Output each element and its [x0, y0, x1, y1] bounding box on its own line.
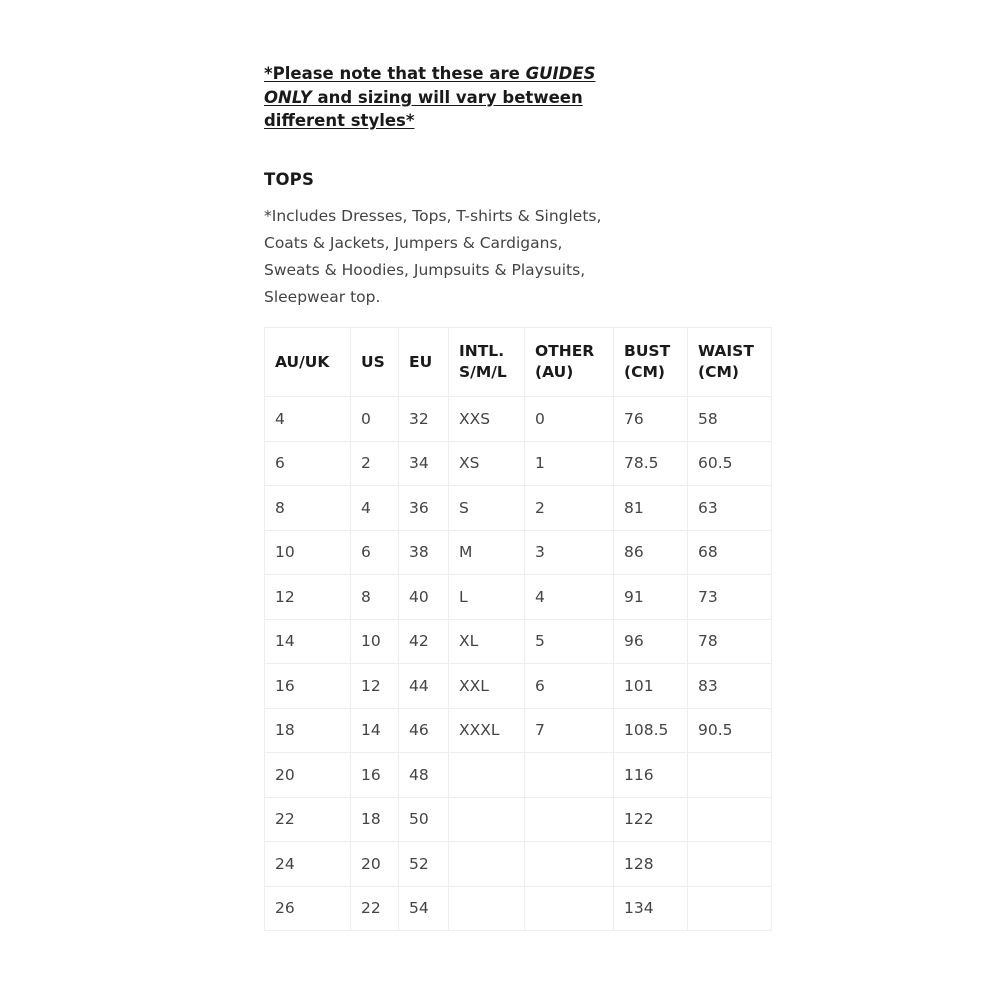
column-header-waist — [688, 328, 772, 397]
cell-eu: 46 — [399, 708, 449, 753]
cell-bust: 122 — [614, 797, 688, 842]
table-row — [265, 708, 772, 753]
header-label: EU — [409, 352, 433, 371]
header-label: OTHER — [535, 342, 595, 360]
column-header-eu — [399, 328, 449, 397]
cell-us: 2 — [351, 441, 399, 486]
table-row — [265, 441, 772, 486]
cell-intl: XL — [449, 619, 525, 664]
cell-au-uk: 16 — [265, 664, 351, 709]
table-row — [265, 397, 772, 442]
cell-bust: 128 — [614, 842, 688, 887]
cell-us: 8 — [351, 575, 399, 620]
cell-us: 0 — [351, 397, 399, 442]
cell-us: 10 — [351, 619, 399, 664]
cell-other-au: 3 — [525, 530, 614, 575]
column-header-other-au — [525, 328, 614, 397]
cell-intl: XXL — [449, 664, 525, 709]
header-label: (CM) — [624, 363, 665, 381]
cell-us: 16 — [351, 753, 399, 798]
table-row — [265, 486, 772, 531]
cell-waist: 73 — [688, 575, 772, 620]
cell-au-uk: 18 — [265, 708, 351, 753]
sizing-disclaimer — [264, 62, 624, 133]
header-label: (CM) — [698, 363, 739, 381]
cell-bust: 76 — [614, 397, 688, 442]
column-header-au-uk — [265, 328, 351, 397]
cell-other-au: 1 — [525, 441, 614, 486]
cell-other-au — [525, 842, 614, 887]
cell-us: 20 — [351, 842, 399, 887]
cell-waist — [688, 886, 772, 931]
cell-waist: 83 — [688, 664, 772, 709]
cell-eu: 34 — [399, 441, 449, 486]
table-row — [265, 575, 772, 620]
table-row — [265, 842, 772, 887]
cell-other-au: 6 — [525, 664, 614, 709]
cell-intl: L — [449, 575, 525, 620]
cell-waist — [688, 842, 772, 887]
includes-line: Sweats & Hoodies, Jumpsuits & Playsuits, — [264, 261, 586, 279]
cell-other-au — [525, 797, 614, 842]
disclaimer-emphasis: GUIDES ONLY — [264, 64, 596, 107]
cell-other-au: 7 — [525, 708, 614, 753]
cell-eu: 40 — [399, 575, 449, 620]
header-label: WAIST — [698, 342, 754, 360]
cell-other-au — [525, 753, 614, 798]
cell-intl: XXXL — [449, 708, 525, 753]
cell-eu: 48 — [399, 753, 449, 798]
includes-line: Sleepwear top. — [264, 288, 381, 306]
table-body — [265, 397, 772, 931]
cell-us: 18 — [351, 797, 399, 842]
cell-eu: 42 — [399, 619, 449, 664]
header-label: US — [361, 352, 385, 371]
cell-au-uk: 10 — [265, 530, 351, 575]
cell-waist — [688, 753, 772, 798]
table-row — [265, 886, 772, 931]
disclaimer-text-start: *Please note that these are — [264, 64, 526, 83]
header-label: INTL. — [459, 342, 505, 360]
table-row — [265, 619, 772, 664]
cell-intl — [449, 842, 525, 887]
column-header-bust — [614, 328, 688, 397]
cell-waist: 60.5 — [688, 441, 772, 486]
cell-intl: M — [449, 530, 525, 575]
table-row — [265, 797, 772, 842]
size-chart-table — [264, 327, 772, 931]
cell-eu: 36 — [399, 486, 449, 531]
cell-other-au: 5 — [525, 619, 614, 664]
cell-bust: 81 — [614, 486, 688, 531]
cell-us: 6 — [351, 530, 399, 575]
cell-eu: 44 — [399, 664, 449, 709]
cell-au-uk: 12 — [265, 575, 351, 620]
includes-description — [264, 203, 664, 311]
cell-bust: 96 — [614, 619, 688, 664]
cell-au-uk: 4 — [265, 397, 351, 442]
cell-au-uk: 14 — [265, 619, 351, 664]
cell-bust: 78.5 — [614, 441, 688, 486]
cell-intl — [449, 753, 525, 798]
header-label: AU/UK — [275, 352, 330, 371]
cell-intl — [449, 886, 525, 931]
header-label: (AU) — [535, 363, 574, 381]
table-header-row — [265, 328, 772, 397]
table-row — [265, 664, 772, 709]
cell-au-uk: 22 — [265, 797, 351, 842]
cell-eu: 32 — [399, 397, 449, 442]
cell-waist: 58 — [688, 397, 772, 442]
cell-waist — [688, 797, 772, 842]
disclaimer-text-end: and sizing will vary between different styles* — [264, 87, 583, 130]
cell-us: 12 — [351, 664, 399, 709]
cell-eu: 38 — [399, 530, 449, 575]
cell-au-uk: 26 — [265, 886, 351, 931]
cell-waist: 78 — [688, 619, 772, 664]
includes-line: Coats & Jackets, Jumpers & Cardigans, — [264, 234, 563, 252]
cell-us: 14 — [351, 708, 399, 753]
cell-eu: 50 — [399, 797, 449, 842]
cell-au-uk: 6 — [265, 441, 351, 486]
cell-intl — [449, 797, 525, 842]
cell-bust: 101 — [614, 664, 688, 709]
cell-waist: 63 — [688, 486, 772, 531]
cell-other-au — [525, 886, 614, 931]
table-row — [265, 753, 772, 798]
section-title: TOPS — [264, 170, 315, 189]
cell-au-uk: 20 — [265, 753, 351, 798]
cell-other-au: 4 — [525, 575, 614, 620]
cell-bust: 116 — [614, 753, 688, 798]
column-header-us — [351, 328, 399, 397]
cell-intl: S — [449, 486, 525, 531]
column-header-intl — [449, 328, 525, 397]
cell-bust: 86 — [614, 530, 688, 575]
cell-intl: XS — [449, 441, 525, 486]
cell-other-au: 2 — [525, 486, 614, 531]
header-label: BUST — [624, 342, 671, 360]
cell-eu: 54 — [399, 886, 449, 931]
cell-other-au: 0 — [525, 397, 614, 442]
cell-au-uk: 8 — [265, 486, 351, 531]
includes-line: *Includes Dresses, Tops, T-shirts & Singlets, — [264, 207, 602, 225]
cell-eu: 52 — [399, 842, 449, 887]
cell-us: 22 — [351, 886, 399, 931]
table-row — [265, 530, 772, 575]
cell-waist: 68 — [688, 530, 772, 575]
cell-waist: 90.5 — [688, 708, 772, 753]
cell-bust: 91 — [614, 575, 688, 620]
cell-bust: 108.5 — [614, 708, 688, 753]
header-label: S/M/L — [459, 363, 507, 381]
cell-intl: XXS — [449, 397, 525, 442]
cell-au-uk: 24 — [265, 842, 351, 887]
cell-bust: 134 — [614, 886, 688, 931]
cell-us: 4 — [351, 486, 399, 531]
